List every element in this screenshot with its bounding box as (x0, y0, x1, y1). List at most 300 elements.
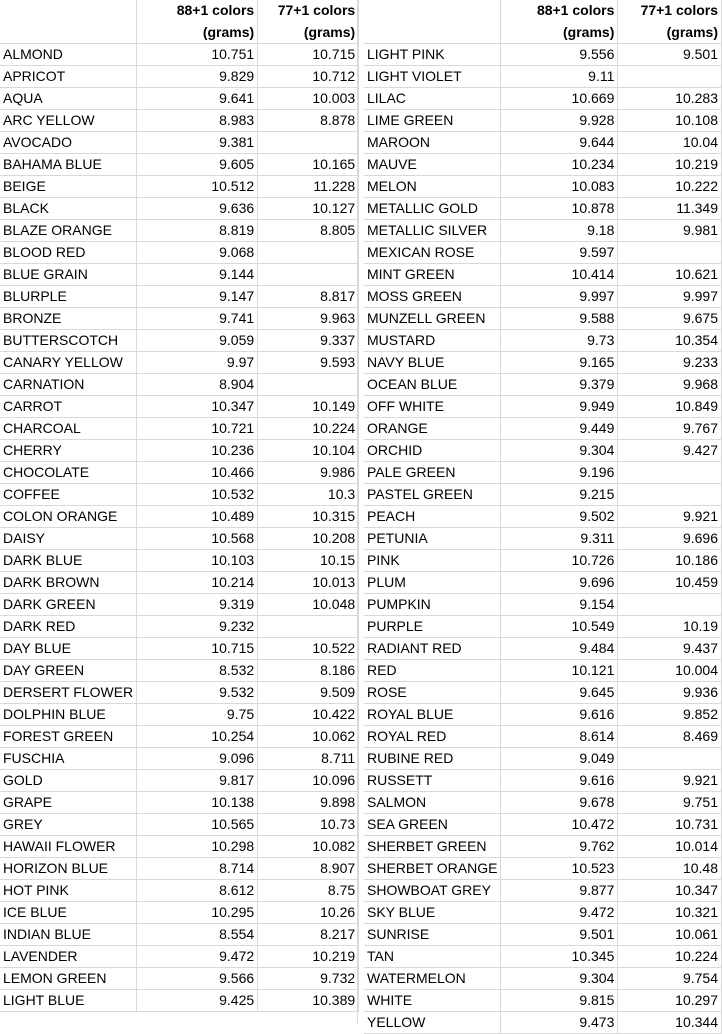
header-blank (364, 22, 501, 44)
weight-77-cell (618, 747, 722, 769)
table-row (0, 659, 359, 681)
weight-77-cell: 10.062 (258, 725, 359, 747)
weight-88-cell: 9.18 (501, 219, 618, 241)
weight-77-cell: 8.907 (258, 857, 359, 879)
color-name-cell: ROSE (364, 681, 501, 703)
weight-77-cell: 9.751 (618, 791, 722, 813)
weight-88-cell: 10.234 (501, 153, 618, 175)
weight-88-cell: 9.636 (137, 197, 258, 219)
weight-88-cell: 8.904 (137, 373, 258, 395)
weight-88-cell: 9.059 (137, 329, 258, 351)
weight-88-cell: 9.147 (137, 285, 258, 307)
weight-88-cell: 8.612 (137, 879, 258, 901)
right-table-body (364, 43, 722, 1033)
table-row (364, 131, 722, 153)
table-row (0, 725, 359, 747)
color-name-cell: ORCHID (364, 439, 501, 461)
weight-77-cell: 9.593 (258, 351, 359, 373)
weight-88-cell: 10.565 (137, 813, 258, 835)
color-name-cell: PINK (364, 549, 501, 571)
color-name-cell: MAROON (364, 131, 501, 153)
weight-77-cell: 10.712 (258, 65, 359, 87)
weight-88-cell: 9.449 (501, 417, 618, 439)
weight-77-cell (618, 461, 722, 483)
color-name-cell: HAWAII FLOWER (0, 835, 137, 857)
weight-77-cell: 10.186 (618, 549, 722, 571)
color-name-cell: MELON (364, 175, 501, 197)
weight-88-cell: 9.473 (501, 1011, 618, 1033)
table-row (364, 945, 722, 967)
weight-77-cell (618, 241, 722, 263)
color-name-cell: BLACK (0, 197, 137, 219)
color-name-cell: ARC YELLOW (0, 109, 137, 131)
table-row (0, 395, 359, 417)
weight-88-cell: 9.215 (501, 483, 618, 505)
weight-88-cell: 10.295 (137, 901, 258, 923)
color-name-cell: SHOWBOAT GREY (364, 879, 501, 901)
weight-88-cell: 10.532 (137, 483, 258, 505)
table-row (364, 813, 722, 835)
weight-77-cell: 9.501 (618, 43, 722, 65)
table-row (364, 505, 722, 527)
weight-77-cell: 8.817 (258, 285, 359, 307)
header-77-line1: 77+1 colors (618, 0, 722, 22)
header-88-line1: 88+1 colors (501, 0, 618, 22)
weight-88-cell: 9.741 (137, 307, 258, 329)
weight-77-cell: 8.217 (258, 923, 359, 945)
weight-88-cell: 9.319 (137, 593, 258, 615)
table-row (364, 967, 722, 989)
weight-88-cell: 9.644 (501, 131, 618, 153)
color-name-cell: WHITE (364, 989, 501, 1011)
left-table-panel (0, 0, 359, 1012)
weight-77-cell: 10.15 (258, 549, 359, 571)
color-name-cell: DARK GREEN (0, 593, 137, 615)
table-row (0, 945, 359, 967)
weight-77-cell: 10.347 (618, 879, 722, 901)
color-name-cell: CANARY YELLOW (0, 351, 137, 373)
weight-88-cell: 9.381 (137, 131, 258, 153)
table-row (0, 505, 359, 527)
weight-77-cell: 10.061 (618, 923, 722, 945)
color-name-cell: MAUVE (364, 153, 501, 175)
weight-77-cell (258, 373, 359, 395)
header-blank (364, 0, 501, 22)
color-name-cell: BLAZE ORANGE (0, 219, 137, 241)
weight-77-cell: 10.04 (618, 131, 722, 153)
table-row (364, 549, 722, 571)
weight-77-cell: 9.754 (618, 967, 722, 989)
weight-77-cell: 8.75 (258, 879, 359, 901)
weight-77-cell: 9.898 (258, 791, 359, 813)
color-name-cell: MUNZELL GREEN (364, 307, 501, 329)
table-row (364, 65, 722, 87)
weight-77-cell: 10.297 (618, 989, 722, 1011)
table-row (364, 571, 722, 593)
table-row (0, 571, 359, 593)
color-name-cell: ICE BLUE (0, 901, 137, 923)
weight-88-cell: 9.815 (501, 989, 618, 1011)
weight-88-cell: 9.502 (501, 505, 618, 527)
weight-88-cell: 9.678 (501, 791, 618, 813)
color-name-cell: LAVENDER (0, 945, 137, 967)
weight-77-cell: 10.104 (258, 439, 359, 461)
weight-88-cell: 9.597 (501, 241, 618, 263)
header-row-2 (364, 22, 722, 44)
weight-77-cell: 9.427 (618, 439, 722, 461)
table-row (0, 461, 359, 483)
weight-88-cell: 9.588 (501, 307, 618, 329)
table-row (0, 109, 359, 131)
color-name-cell: OCEAN BLUE (364, 373, 501, 395)
weight-77-cell: 11.228 (258, 175, 359, 197)
table-row (0, 703, 359, 725)
weight-88-cell: 9.068 (137, 241, 258, 263)
weight-77-cell: 10.283 (618, 87, 722, 109)
table-row (364, 395, 722, 417)
table-row (0, 527, 359, 549)
weight-77-cell: 10.48 (618, 857, 722, 879)
weight-77-cell: 8.878 (258, 109, 359, 131)
color-name-cell: CHARCOAL (0, 417, 137, 439)
color-name-cell: PUMPKIN (364, 593, 501, 615)
color-name-cell: CHOCOLATE (0, 461, 137, 483)
weight-88-cell: 9.532 (137, 681, 258, 703)
table-row (0, 813, 359, 835)
weight-77-cell (618, 593, 722, 615)
table-row (364, 879, 722, 901)
weight-88-cell: 9.556 (501, 43, 618, 65)
weight-77-cell: 10.165 (258, 153, 359, 175)
table-row (364, 153, 722, 175)
color-name-cell: CARROT (0, 395, 137, 417)
weight-77-cell (258, 263, 359, 285)
weight-77-cell: 10.715 (258, 43, 359, 65)
color-name-cell: PEACH (364, 505, 501, 527)
header-77-line2: (grams) (618, 22, 722, 44)
color-name-cell: HOT PINK (0, 879, 137, 901)
weight-88-cell: 9.096 (137, 747, 258, 769)
table-row (0, 857, 359, 879)
color-name-cell: SHERBET ORANGE (364, 857, 501, 879)
color-name-cell: GRAPE (0, 791, 137, 813)
weight-88-cell: 10.414 (501, 263, 618, 285)
color-name-cell: DARK BROWN (0, 571, 137, 593)
weight-88-cell: 10.568 (137, 527, 258, 549)
color-name-cell: BRONZE (0, 307, 137, 329)
weight-77-cell: 8.711 (258, 747, 359, 769)
table-row (0, 153, 359, 175)
weight-77-cell: 10.19 (618, 615, 722, 637)
weight-88-cell: 10.103 (137, 549, 258, 571)
color-name-cell: BLOOD RED (0, 241, 137, 263)
color-name-cell: MUSTARD (364, 329, 501, 351)
weight-77-cell: 10.108 (618, 109, 722, 131)
table-row (0, 373, 359, 395)
table-row (364, 901, 722, 923)
color-name-cell: BLUE GRAIN (0, 263, 137, 285)
weight-88-cell: 9.97 (137, 351, 258, 373)
table-row (364, 175, 722, 197)
weight-77-cell (618, 65, 722, 87)
table-row (0, 901, 359, 923)
weight-77-cell (258, 131, 359, 153)
color-name-cell: BAHAMA BLUE (0, 153, 137, 175)
weight-88-cell: 10.878 (501, 197, 618, 219)
weight-77-cell: 10.222 (618, 175, 722, 197)
weight-77-cell: 10.004 (618, 659, 722, 681)
weight-77-cell: 10.014 (618, 835, 722, 857)
table-row (364, 725, 722, 747)
header-88-line2: (grams) (501, 22, 618, 44)
color-name-cell: PASTEL GREEN (364, 483, 501, 505)
table-row (364, 43, 722, 65)
weight-88-cell: 9.311 (501, 527, 618, 549)
weight-77-cell: 10.096 (258, 769, 359, 791)
weight-77-cell: 10.224 (258, 417, 359, 439)
weight-88-cell: 9.472 (137, 945, 258, 967)
table-row (364, 1011, 722, 1033)
color-name-cell: TAN (364, 945, 501, 967)
table-row (364, 439, 722, 461)
weight-88-cell: 9.049 (501, 747, 618, 769)
table-row (364, 659, 722, 681)
color-name-cell: RED (364, 659, 501, 681)
weight-77-cell: 9.997 (618, 285, 722, 307)
weight-77-cell: 9.963 (258, 307, 359, 329)
color-name-cell: BUTTERSCOTCH (0, 329, 137, 351)
weight-77-cell: 9.696 (618, 527, 722, 549)
header-77-line2: (grams) (258, 22, 359, 44)
color-name-cell: SHERBET GREEN (364, 835, 501, 857)
weight-77-cell: 9.509 (258, 681, 359, 703)
weight-88-cell: 9.762 (501, 835, 618, 857)
weight-77-cell: 10.048 (258, 593, 359, 615)
color-name-cell: SKY BLUE (364, 901, 501, 923)
weight-88-cell: 9.645 (501, 681, 618, 703)
table-row (0, 131, 359, 153)
weight-88-cell: 10.254 (137, 725, 258, 747)
color-name-cell: DAISY (0, 527, 137, 549)
weight-88-cell: 9.144 (137, 263, 258, 285)
color-name-cell: DOLPHIN BLUE (0, 703, 137, 725)
color-name-cell: PETUNIA (364, 527, 501, 549)
color-name-cell: ORANGE (364, 417, 501, 439)
weight-88-cell: 10.347 (137, 395, 258, 417)
color-name-cell: CHERRY (0, 439, 137, 461)
weight-88-cell: 9.877 (501, 879, 618, 901)
weight-77-cell: 10.422 (258, 703, 359, 725)
right-table-panel (364, 0, 722, 1034)
table-row (364, 87, 722, 109)
header-88-line2: (grams) (137, 22, 258, 44)
weight-77-cell: 10.3 (258, 483, 359, 505)
weight-77-cell: 9.921 (618, 769, 722, 791)
weight-88-cell: 9.605 (137, 153, 258, 175)
color-name-cell: DAY GREEN (0, 659, 137, 681)
weight-77-cell (618, 483, 722, 505)
weight-88-cell: 9.928 (501, 109, 618, 131)
color-name-cell: GREY (0, 813, 137, 835)
weight-88-cell: 8.614 (501, 725, 618, 747)
color-name-cell: ROYAL BLUE (364, 703, 501, 725)
table-row (364, 285, 722, 307)
weight-77-cell: 10.321 (618, 901, 722, 923)
weight-88-cell: 9.501 (501, 923, 618, 945)
color-name-cell: BEIGE (0, 175, 137, 197)
color-name-cell: PALE GREEN (364, 461, 501, 483)
table-row (0, 835, 359, 857)
table-row (0, 593, 359, 615)
weight-88-cell: 9.829 (137, 65, 258, 87)
table-row (364, 263, 722, 285)
weight-88-cell: 9.75 (137, 703, 258, 725)
color-name-cell: MINT GREEN (364, 263, 501, 285)
weight-77-cell: 8.805 (258, 219, 359, 241)
color-name-cell: ROYAL RED (364, 725, 501, 747)
weight-77-cell: 10.459 (618, 571, 722, 593)
table-row (0, 43, 359, 65)
table-row (364, 857, 722, 879)
weight-88-cell: 9.154 (501, 593, 618, 615)
table-row (364, 527, 722, 549)
table-row (0, 197, 359, 219)
color-name-cell: SUNRISE (364, 923, 501, 945)
color-name-cell: SALMON (364, 791, 501, 813)
weight-77-cell: 9.732 (258, 967, 359, 989)
weight-88-cell: 9.997 (501, 285, 618, 307)
weight-77-cell: 9.936 (618, 681, 722, 703)
weight-77-cell: 9.981 (618, 219, 722, 241)
table-row (0, 615, 359, 637)
weight-88-cell: 10.298 (137, 835, 258, 857)
weight-88-cell: 8.983 (137, 109, 258, 131)
weight-77-cell: 10.522 (258, 637, 359, 659)
weight-77-cell (258, 241, 359, 263)
table-row (364, 329, 722, 351)
table-row (0, 879, 359, 901)
color-name-cell: RUBINE RED (364, 747, 501, 769)
table-row (0, 923, 359, 945)
weight-77-cell: 10.219 (258, 945, 359, 967)
table-row (0, 637, 359, 659)
weight-77-cell: 10.315 (258, 505, 359, 527)
table-row (364, 703, 722, 725)
color-name-cell: NAVY BLUE (364, 351, 501, 373)
weight-88-cell: 8.714 (137, 857, 258, 879)
weight-88-cell: 9.304 (501, 967, 618, 989)
weight-88-cell: 10.345 (501, 945, 618, 967)
weight-88-cell: 10.523 (501, 857, 618, 879)
weight-77-cell: 9.767 (618, 417, 722, 439)
color-name-cell: YELLOW (364, 1011, 501, 1033)
weight-88-cell: 10.489 (137, 505, 258, 527)
weight-77-cell: 10.73 (258, 813, 359, 835)
color-name-cell: OFF WHITE (364, 395, 501, 417)
weight-88-cell: 10.138 (137, 791, 258, 813)
weight-77-cell: 8.469 (618, 725, 722, 747)
weight-77-cell: 11.349 (618, 197, 722, 219)
header-88-line1: 88+1 colors (137, 0, 258, 22)
color-name-cell: MOSS GREEN (364, 285, 501, 307)
color-name-cell: FOREST GREEN (0, 725, 137, 747)
color-name-cell: ALMOND (0, 43, 137, 65)
color-name-cell: FUSCHIA (0, 747, 137, 769)
weight-88-cell: 9.165 (501, 351, 618, 373)
weight-88-cell: 10.512 (137, 175, 258, 197)
weight-77-cell: 10.354 (618, 329, 722, 351)
table-row (364, 747, 722, 769)
color-name-cell: COFFEE (0, 483, 137, 505)
table-row (364, 241, 722, 263)
table-row (0, 307, 359, 329)
color-name-cell: LIGHT BLUE (0, 989, 137, 1011)
color-name-cell: LIGHT PINK (364, 43, 501, 65)
weight-77-cell: 10.127 (258, 197, 359, 219)
weight-88-cell: 10.721 (137, 417, 258, 439)
weight-77-cell: 10.389 (258, 989, 359, 1011)
weight-88-cell: 9.484 (501, 637, 618, 659)
table-row (364, 923, 722, 945)
color-name-cell: GOLD (0, 769, 137, 791)
color-name-cell: LIME GREEN (364, 109, 501, 131)
header-row-1 (364, 0, 722, 22)
weight-88-cell: 9.304 (501, 439, 618, 461)
color-name-cell: DARK RED (0, 615, 137, 637)
table-row (0, 747, 359, 769)
color-name-cell: METALLIC GOLD (364, 197, 501, 219)
table-row (0, 219, 359, 241)
weight-88-cell: 9.232 (137, 615, 258, 637)
weight-77-cell: 9.675 (618, 307, 722, 329)
weight-88-cell: 9.425 (137, 989, 258, 1011)
weight-77-cell: 10.26 (258, 901, 359, 923)
weight-77-cell: 10.208 (258, 527, 359, 549)
weight-77-cell (258, 615, 359, 637)
table-row (0, 483, 359, 505)
weight-77-cell: 10.344 (618, 1011, 722, 1033)
color-name-cell: PLUM (364, 571, 501, 593)
color-name-cell: INDIAN BLUE (0, 923, 137, 945)
color-name-cell: METALLIC SILVER (364, 219, 501, 241)
weight-77-cell: 8.186 (258, 659, 359, 681)
table-row (364, 791, 722, 813)
color-name-cell: WATERMELON (364, 967, 501, 989)
weight-88-cell: 10.726 (501, 549, 618, 571)
table-row (364, 615, 722, 637)
table-row (0, 681, 359, 703)
table-row (0, 769, 359, 791)
weight-88-cell: 10.472 (501, 813, 618, 835)
color-name-cell: DARK BLUE (0, 549, 137, 571)
weight-88-cell: 9.696 (501, 571, 618, 593)
weight-88-cell: 10.083 (501, 175, 618, 197)
weight-88-cell: 9.949 (501, 395, 618, 417)
color-name-cell: BLURPLE (0, 285, 137, 307)
weight-77-cell: 9.337 (258, 329, 359, 351)
weight-88-cell: 10.715 (137, 637, 258, 659)
header-77-line1: 77+1 colors (258, 0, 359, 22)
weight-77-cell: 10.731 (618, 813, 722, 835)
table-row (0, 175, 359, 197)
left-table-body (0, 43, 359, 1011)
weight-88-cell: 10.466 (137, 461, 258, 483)
color-name-cell: DERSERT FLOWER (0, 681, 137, 703)
weight-77-cell: 9.968 (618, 373, 722, 395)
table-row (364, 109, 722, 131)
color-name-cell: CARNATION (0, 373, 137, 395)
table-row (364, 307, 722, 329)
